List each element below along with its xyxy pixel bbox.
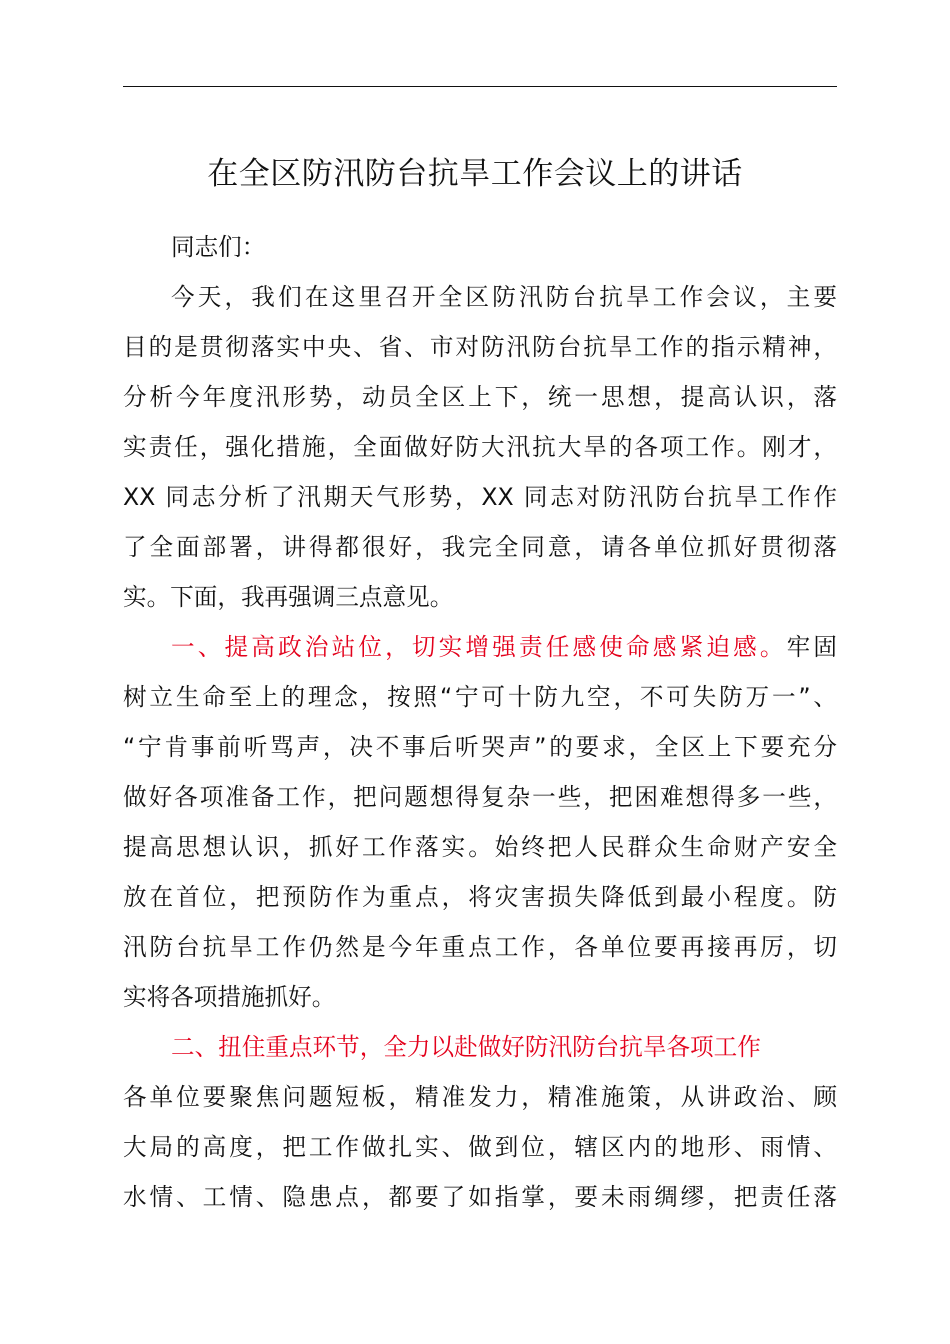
text-line: 做好各项准备工作，把问题想得复杂一些，把困难想得多一些， [123, 783, 837, 811]
document-title: 在全区防汛防台抗旱工作会议上的讲话 [207, 156, 743, 192]
text-line: 今天，我们在这里召开全区防汛防台抗旱工作会议，主要 [171, 283, 837, 311]
paragraph-intro [123, 272, 837, 622]
text-line: 放在首位，把预防作为重点，将灾害损失降低到最小程度。防 [123, 883, 837, 911]
text-line: 大局的高度，把工作做扎实、做到位，辖区内的地形、雨情、 [123, 1133, 837, 1161]
text-line: 提高思想认识，抓好工作落实。始终把人民群众生命财产安全 [123, 833, 837, 861]
section-two [123, 1022, 837, 1222]
section-one [123, 622, 837, 1022]
text-line: 了全面部署，讲得都很好，我完全同意，请各单位抓好贯彻落 [123, 533, 837, 561]
text-line: “宁肯事前听骂声，决不事后听哭声”的要求，全区上下要充分 [123, 733, 837, 761]
text-line: 水情、工情、隐患点，都要了如指掌，要未雨绸缪，把责任落 [123, 1183, 837, 1211]
text-line: 实。下面，我再强调三点意见。 [123, 583, 454, 611]
section-heading-line [123, 622, 837, 672]
text-line: 树立生命至上的理念，按照“宁可十防九空，不可失防万一”、 [123, 683, 837, 711]
text-run: 牢固 [786, 633, 838, 661]
document-body [123, 222, 837, 1222]
section-heading: 一、提高政治站位，切实增强责任感使命感紧迫感。 [171, 633, 787, 661]
text-line: 各单位要聚焦问题短板，精准发力，精准施策，从讲政治、顾 [123, 1083, 837, 1111]
header-rule [123, 86, 837, 87]
text-line: 实将各项措施抓好。 [123, 983, 336, 1011]
section-heading: 二、扭住重点环节，全力以赴做好防汛防台抗旱各项工作 [171, 1033, 761, 1061]
salutation: 同志们： [171, 233, 266, 261]
text-line: 汛防台抗旱工作仍然是今年重点工作，各单位要再接再厉，切 [123, 933, 837, 961]
text-line: 目的是贯彻落实中央、省、市对防汛防台抗旱工作的指示精神， [123, 333, 837, 361]
text-line: 分析今年度汛形势，动员全区上下，统一思想，提高认识，落 [123, 383, 837, 411]
text-line: XX 同志分析了汛期天气形势，XX 同志对防汛防台抗旱工作作 [123, 483, 837, 511]
text-line: 实责任，强化措施，全面做好防大汛抗大旱的各项工作。刚才， [123, 433, 837, 461]
